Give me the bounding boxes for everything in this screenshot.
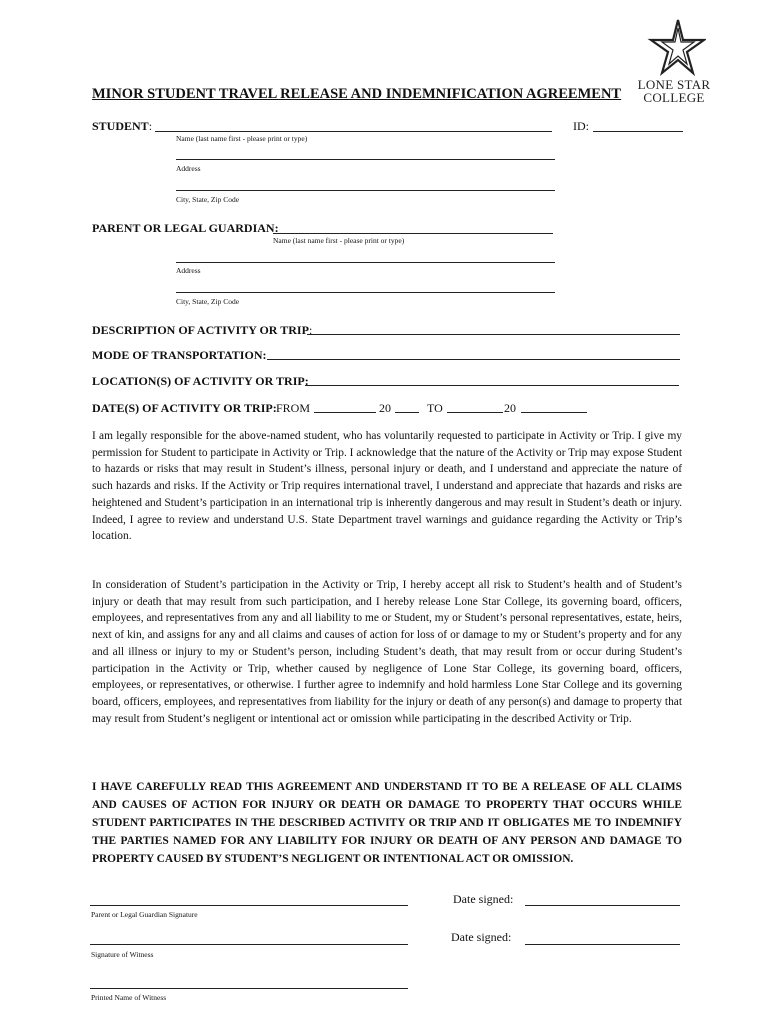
guardian-signature-label: Parent or Legal Guardian Signature <box>91 910 198 919</box>
date-signed-field-2[interactable] <box>525 944 680 945</box>
date-signed-field-1[interactable] <box>525 905 680 906</box>
witness-name-field[interactable] <box>90 988 408 989</box>
from-label: FROM <box>276 401 311 415</box>
date-signed-label-1: Date signed: <box>453 892 514 906</box>
guardian-name-field[interactable] <box>273 233 553 234</box>
location-field[interactable] <box>305 385 679 386</box>
dates-label: DATE(S) OF ACTIVITY OR TRIP: <box>92 401 277 415</box>
guardian-city-field[interactable] <box>176 292 555 293</box>
description-field[interactable] <box>307 334 680 335</box>
guardian-signature-field[interactable] <box>90 905 408 906</box>
guardian-address-hint: Address <box>176 266 201 275</box>
logo-line2: COLLEGE <box>643 90 705 105</box>
location-label: LOCATION(S) OF ACTIVITY OR TRIP: <box>92 374 309 388</box>
guardian-city-hint: City, State, Zip Code <box>176 297 240 306</box>
student-city-hint: City, State, Zip Code <box>176 195 240 204</box>
transport-label: MODE OF TRANSPORTATION: <box>92 348 267 362</box>
guardian-name-hint: Name (last name first - please print or type) <box>273 236 405 245</box>
from-date-field[interactable] <box>314 412 376 413</box>
student-address-field[interactable] <box>176 159 555 160</box>
to-date-field[interactable] <box>447 412 503 413</box>
page-title: MINOR STUDENT TRAVEL RELEASE AND INDEMNIFICATION AGREEMENT <box>92 86 622 102</box>
to-year-field[interactable] <box>521 412 587 413</box>
student-city-field[interactable] <box>176 190 555 191</box>
description-label: DESCRIPTION OF ACTIVITY OR TRIP: <box>92 323 313 337</box>
acknowledgement-paragraph: I HAVE CAREFULLY READ THIS AGREEMENT AND UNDERSTAND IT TO BE A RELEASE OF ALL CLAIMS AND CAUSES OF ACTION FOR INJURY OR DEATH OR DAMAGE TO PROPERTY THAT OCCURS WHILE STUDENT PARTICIPATES IN THE DESCRIBED ACTIVITY OR TRIP AND IT OBLIGATES ME TO INDEMNIFY THE PARTIES NAMED FOR ANY LIABILITY FOR INJURY OR DEATH OF ANY PERSON AND DAMAGE TO PROPERTY CAUSED BY STUDENT’S NEGLIGENT OR INTENTIONAL ACT OR OMISSION. <box>92 781 682 865</box>
guardian-label: PARENT OR LEGAL GUARDIAN: <box>92 221 279 235</box>
student-name-field[interactable] <box>155 131 552 132</box>
to-year-prefix: 20 <box>504 401 516 415</box>
transport-field[interactable] <box>267 359 680 360</box>
from-year-prefix: 20 <box>379 401 391 415</box>
responsibility-paragraph: I am legally responsible for the above-named student, who has voluntarily requested to participate in Activity or Trip. I give my permission for Student to participate in Activity or Trip. I acknowledge that the nature of the Activity or Trip may expose Student to hazards or risks that may result in Student’s illness, personal injury or death, and I understand and appreciate the nature of such hazards and risks. If the Activity or Trip requires international travel, I understand and appreciate that hazards and risks are heightened and Student’s participation in an international trip is inherently dangerous and may result in Student’s death or injury. Indeed, I agree to review and understand U.S. State Department travel warnings and guidance regarding the Activity or Trip’s location. <box>92 430 682 543</box>
witness-signature-field[interactable] <box>90 944 408 945</box>
witness-signature-label: Signature of Witness <box>91 950 154 959</box>
from-year-field[interactable] <box>395 412 419 413</box>
star-logo-icon <box>642 18 706 78</box>
to-label: TO <box>427 401 443 415</box>
release-paragraph: In consideration of Student’s participation in the Activity or Trip, I hereby accept all risk to Student’s health and of Student’s injury or death that may result from such participation, and I hereby release Lone Star College, its governing board, officers, employees, and representatives from any and all liability to me or Student, my or Student’s personal representatives, estate, heirs, next of kin, and assigns for any and all claims and causes of action for loss of or damage to my or Student’s property and for any and all illness or injury to my or Student’s person, including Student’s death, that may result from or occur during Student’s participation in the Activity or Trip, whether caused by negligence of Lone Star College, its governing board, officers, employees, or representatives, or otherwise. I further agree to indemnify and hold harmless Lone Star College and its governing board, officers, employees, and representatives from liability for the injury or death of any person(s) and damage to property that may result from Student’s negligent or intentional act or omission while participating in the described Activity or Trip. <box>92 579 682 725</box>
guardian-address-field[interactable] <box>176 262 555 263</box>
id-label: ID: <box>573 119 589 133</box>
student-name-hint: Name (last name first - please print or type) <box>176 134 308 143</box>
student-address-hint: Address <box>176 164 201 173</box>
logo-line1: LONE STAR <box>637 77 711 92</box>
student-label: STUDENT: <box>92 119 153 133</box>
date-signed-label-2: Date signed: <box>451 930 512 944</box>
id-field[interactable] <box>593 131 683 132</box>
witness-name-label: Printed Name of Witness <box>91 993 167 1002</box>
lone-star-college-logo <box>636 18 712 104</box>
